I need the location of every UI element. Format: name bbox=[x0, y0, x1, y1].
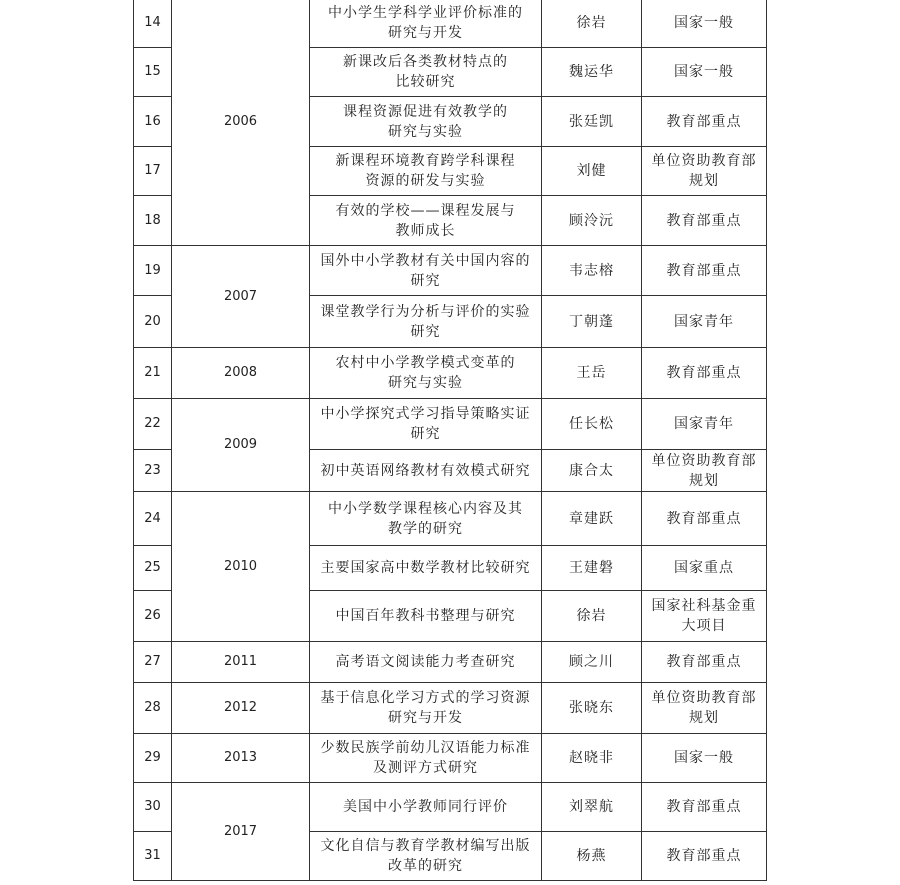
project-title-line: 主要国家高中数学教材比较研究 bbox=[320, 560, 531, 576]
project-title-line: 高考语文阅读能力考查研究 bbox=[335, 654, 516, 670]
row-number: 20 bbox=[134, 296, 172, 348]
project-leader: 韦志榕 bbox=[542, 246, 642, 296]
project-title-line: 国外中小学教材有关中国内容的 bbox=[320, 252, 531, 269]
project-title-line: 中国百年教科书整理与研究 bbox=[335, 608, 516, 624]
row-number: 25 bbox=[134, 546, 172, 591]
project-table bbox=[133, 0, 767, 881]
project-title bbox=[310, 450, 542, 492]
year-cell: 2011 bbox=[172, 642, 310, 683]
project-title bbox=[310, 196, 542, 246]
project-title bbox=[310, 783, 542, 832]
project-title-line: 研究 bbox=[410, 426, 441, 442]
project-leader: 赵晓非 bbox=[542, 734, 642, 783]
project-title-line: 有效的学校——课程发展与 bbox=[335, 202, 516, 219]
project-title-line: 基于信息化学习方式的学习资源 bbox=[320, 690, 531, 706]
year-cell: 2009 bbox=[172, 399, 310, 492]
year-cell: 2007 bbox=[172, 246, 310, 348]
project-title bbox=[310, 0, 542, 48]
table-row bbox=[134, 399, 767, 450]
project-title-line: 研究与开发 bbox=[388, 710, 463, 726]
row-number: 17 bbox=[134, 147, 172, 196]
project-title bbox=[310, 147, 542, 196]
project-title-line: 中小学探究式学习指导策略实证 bbox=[320, 406, 531, 422]
project-leader: 张晓东 bbox=[542, 683, 642, 734]
project-title-line: 文化自信与教育学教材编写出版 bbox=[320, 838, 531, 854]
row-number: 26 bbox=[134, 591, 172, 642]
project-title bbox=[310, 246, 542, 296]
project-title-line: 少数民族学前幼儿汉语能力标准 bbox=[320, 740, 531, 756]
project-leader: 顾之川 bbox=[542, 642, 642, 683]
project-level: 教育部重点 bbox=[642, 97, 767, 147]
project-title-line: 初中英语网络教材有效模式研究 bbox=[320, 462, 531, 479]
project-leader: 徐岩 bbox=[542, 591, 642, 642]
project-title-line: 中小学生学科学业评价标准的 bbox=[328, 5, 523, 21]
project-level: 教育部重点 bbox=[642, 832, 767, 881]
project-title-line: 比较研究 bbox=[395, 74, 456, 90]
project-title-line: 及测评方式研究 bbox=[373, 760, 478, 776]
table-row bbox=[134, 246, 767, 296]
project-leader: 任长松 bbox=[542, 399, 642, 450]
table-row bbox=[134, 642, 767, 683]
project-title bbox=[310, 492, 542, 546]
table-row bbox=[134, 734, 767, 783]
project-title-line: 新课改后各类教材特点的 bbox=[343, 54, 508, 70]
project-title-line: 中小学数学课程核心内容及其 bbox=[328, 500, 523, 517]
table-row bbox=[134, 783, 767, 832]
project-level: 国家一般 bbox=[642, 0, 767, 48]
project-title bbox=[310, 348, 542, 399]
project-leader: 康合太 bbox=[542, 450, 642, 492]
project-leader: 王建磐 bbox=[542, 546, 642, 591]
project-title bbox=[310, 683, 542, 734]
project-leader: 章建跃 bbox=[542, 492, 642, 546]
project-leader: 徐岩 bbox=[542, 0, 642, 48]
project-leader: 魏运华 bbox=[542, 48, 642, 97]
project-title bbox=[310, 97, 542, 147]
row-number: 27 bbox=[134, 642, 172, 683]
project-leader: 刘翠航 bbox=[542, 783, 642, 832]
row-number: 30 bbox=[134, 783, 172, 832]
project-title bbox=[310, 48, 542, 97]
row-number: 19 bbox=[134, 246, 172, 296]
project-level: 教育部重点 bbox=[642, 783, 767, 832]
year-cell: 2012 bbox=[172, 683, 310, 734]
row-number: 21 bbox=[134, 348, 172, 399]
project-level: 教育部重点 bbox=[642, 196, 767, 246]
row-number: 18 bbox=[134, 196, 172, 246]
year-cell: 2013 bbox=[172, 734, 310, 783]
row-number: 28 bbox=[134, 683, 172, 734]
project-leader: 丁朝蓬 bbox=[542, 296, 642, 348]
project-level: 教育部重点 bbox=[642, 492, 767, 546]
table-row bbox=[134, 0, 767, 48]
year-cell: 2010 bbox=[172, 492, 310, 642]
project-title bbox=[310, 546, 542, 591]
table-row bbox=[134, 683, 767, 734]
project-title-line: 农村中小学教学模式变革的 bbox=[335, 355, 516, 371]
project-level: 教育部重点 bbox=[642, 246, 767, 296]
project-level: 国家社科基金重大项目 bbox=[642, 591, 767, 642]
row-number: 31 bbox=[134, 832, 172, 881]
project-title-line: 研究 bbox=[410, 323, 441, 340]
project-title-line: 教师成长 bbox=[395, 222, 456, 239]
project-title-line: 改革的研究 bbox=[388, 858, 463, 874]
project-level: 国家青年 bbox=[642, 296, 767, 348]
table-row bbox=[134, 492, 767, 546]
project-leader: 杨燕 bbox=[542, 832, 642, 881]
project-title-line: 教学的研究 bbox=[388, 520, 463, 537]
project-title bbox=[310, 642, 542, 683]
project-level: 单位资助教育部规划 bbox=[642, 450, 767, 492]
project-level: 国家青年 bbox=[642, 399, 767, 450]
project-title-line: 资源的研发与实验 bbox=[365, 173, 486, 189]
row-number: 29 bbox=[134, 734, 172, 783]
row-number: 22 bbox=[134, 399, 172, 450]
row-number: 24 bbox=[134, 492, 172, 546]
project-title bbox=[310, 399, 542, 450]
row-number: 14 bbox=[134, 0, 172, 48]
project-leader: 张廷凯 bbox=[542, 97, 642, 147]
project-leader: 王岳 bbox=[542, 348, 642, 399]
project-level: 单位资助教育部规划 bbox=[642, 147, 767, 196]
project-level: 国家一般 bbox=[642, 48, 767, 97]
row-number: 23 bbox=[134, 450, 172, 492]
project-leader: 刘健 bbox=[542, 147, 642, 196]
year-cell: 2017 bbox=[172, 783, 310, 881]
project-title-line: 新课程环境教育跨学科课程 bbox=[335, 153, 516, 169]
project-level: 教育部重点 bbox=[642, 348, 767, 399]
year-cell: 2008 bbox=[172, 348, 310, 399]
project-leader: 顾泠沅 bbox=[542, 196, 642, 246]
project-title bbox=[310, 296, 542, 348]
project-level: 国家一般 bbox=[642, 734, 767, 783]
project-title bbox=[310, 734, 542, 783]
table-row bbox=[134, 348, 767, 399]
project-level: 国家重点 bbox=[642, 546, 767, 591]
project-title-line: 美国中小学教师同行评价 bbox=[343, 799, 508, 815]
row-number: 16 bbox=[134, 97, 172, 147]
project-title-line: 研究与实验 bbox=[388, 375, 463, 391]
project-title-line: 研究与开发 bbox=[388, 25, 463, 41]
project-title bbox=[310, 591, 542, 642]
project-title-line: 课堂教学行为分析与评价的实验 bbox=[320, 303, 531, 320]
project-title-line: 研究与实验 bbox=[388, 123, 463, 140]
project-level: 教育部重点 bbox=[642, 642, 767, 683]
project-level: 单位资助教育部规划 bbox=[642, 683, 767, 734]
project-title-line: 研究 bbox=[410, 272, 441, 289]
row-number: 15 bbox=[134, 48, 172, 97]
project-title bbox=[310, 832, 542, 881]
year-cell: 2006 bbox=[172, 0, 310, 246]
project-title-line: 课程资源促进有效教学的 bbox=[343, 103, 508, 120]
